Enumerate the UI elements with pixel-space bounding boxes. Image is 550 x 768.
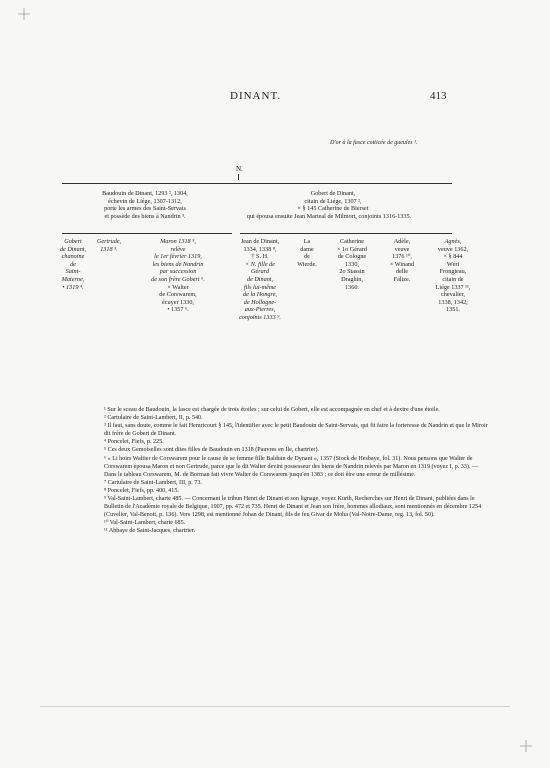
child-line: Adèle, [393, 238, 411, 245]
child-line: × Walter [167, 283, 189, 291]
child-line: conjoints 1333 ⁹. [239, 313, 281, 321]
footnote: ³ Il faut, sans doute, comme le fait Hemricourt § 145, l'identifier avec le petit Baudouin de Saint-Servais, qui fit faire la forteresse de Nandrin et que le Miroir dit frère de Gobert de Dinant. [104, 423, 488, 438]
child-line: de Dinant, [59, 245, 87, 253]
child-line: • 1319 ⁴. [62, 283, 84, 291]
gen2-left-bar [62, 233, 232, 234]
child-line: 1338, 1342, [438, 298, 468, 306]
child-line: 1334, 1338 ⁸, [243, 245, 277, 253]
footnote: ¹¹ Abbaye de Saint-Jacques, chartrier. [104, 528, 195, 535]
child-line: de la Hongre, [243, 291, 277, 299]
child-line: Maron 1318 ⁵, [160, 238, 196, 245]
child-gobert [56, 238, 90, 291]
child-line: de Corswarem, [159, 291, 197, 299]
child-line: Liége 1337 ¹¹, [435, 283, 471, 291]
child-line: Jean de Dinant, [240, 238, 280, 245]
gen2-right-bar [240, 233, 452, 234]
child-maron [130, 238, 226, 314]
gen1-baudouin [70, 190, 220, 220]
page-edge-line [40, 706, 510, 707]
child-line: 1330, [345, 260, 359, 268]
child-line: Wéri [446, 260, 460, 268]
child-line: † S. H. [251, 253, 269, 261]
child-line: La [303, 238, 311, 245]
child-line: Gobert [64, 238, 82, 245]
child-line: veuve [394, 245, 410, 253]
child-line: chanoine [61, 253, 85, 261]
child-line: × Winand [389, 260, 415, 268]
child-line: de Dinant, [246, 275, 274, 283]
gen1-left-line: et possède des biens à Nandrin ³. [104, 212, 186, 220]
child-line: 1351. [446, 306, 460, 314]
crop-mark-icon [520, 740, 532, 752]
child-line: citain de [442, 275, 464, 283]
child-line: de [70, 260, 76, 268]
child-jean [230, 238, 290, 322]
gen1-left-line: porte les armes des Saint-Servais [104, 205, 186, 213]
blazon-text: D'or à la fasce cotticée de gueules ¹. [330, 140, 418, 146]
child-line: dame [300, 245, 314, 253]
child-adele [382, 238, 422, 284]
child-line: le 1er février 1319, [154, 253, 202, 261]
footnote: ⁵ Ces deux Gemoiselles sont dites filles de Baudouin en 1318 (Pauvres en Ile, chartrier). [104, 447, 320, 454]
gen1-left-line: Baudouin de Dinant, 1293 ², 1304, [102, 190, 188, 197]
child-line: relève [170, 245, 186, 253]
child-agnes [426, 238, 480, 314]
gen1-right-line: qui épousa ensuite Jean Marteal de Milmort, conjoints 1316-1335. [246, 212, 412, 220]
child-line: Materne, [61, 275, 85, 283]
child-gertrude [92, 238, 126, 253]
child-dame-wierde [292, 238, 322, 268]
gen1-left-line: échevin de Liége, 1307-1312, [108, 197, 182, 205]
child-line: • 1357 ⁶. [167, 306, 189, 314]
child-line: chevalier, [441, 291, 465, 299]
child-line: 2o Stassin [339, 268, 365, 276]
child-line: par succession [159, 268, 197, 276]
child-line: × N. fille de [245, 260, 275, 268]
footnote: ¹⁰ Val-Saint-Lambert, charte 685. [104, 520, 186, 527]
gen1-gobert [228, 190, 438, 220]
footnote: ² Cartulaire de Saint-Lambert, II, p. 540. [104, 415, 203, 422]
child-line: écuyer 1330, [162, 298, 194, 306]
gen1-right-line: citain de Liége, 1307 ², [304, 197, 362, 205]
footnote: ⁷ Cartulaire de Saint-Lambert, III, p. 73. [104, 479, 202, 486]
footnote: ⁹ Val-Saint-Lambert, charte 485. — Concernant le tribun Henri de Dinant et son lignage, voyez Kurth, Recherches sur Henri de Dinant, publiées dans le Bulletin de l'Académie royale de Belgique, 1907, pp. 472 et 735. Henri de Dinant et Jean son frère, hommes allodiaux, sont mentionnés en décembre 1254 (Cuvelier, Val-Benoit, p. 136). Vers 1298, est mentionné Johan de Dinant, fils de feu Givar de Moha (Val-Notre-Dame, reg. 13, fol. 50). [104, 496, 482, 519]
child-line: veuve 1362, [437, 245, 469, 253]
child-line: fils lui-même [243, 283, 277, 291]
footnote: ¹ Sur le sceau de Baudouin, la fasce est chargée de trois étoiles ; sur celui de Gobert, elle est accompagnée en chef et à dextre d'une étoile. [104, 407, 440, 413]
crop-mark-icon [18, 8, 30, 20]
child-line: Gertrude, [96, 238, 122, 245]
footnote: ⁴ Poncelet, Fiefs, p. 225. [104, 439, 164, 446]
child-line: de Cologne [337, 253, 367, 261]
gen1-right-line: Gobert de Dinant, [310, 190, 356, 197]
footnote: ⁸ Poncelet, Fiefs, pp. 400, 415. [104, 487, 179, 494]
child-line: de Hollogne- [243, 298, 277, 306]
child-line: Frongteau, [439, 268, 467, 276]
child-line: Falize. [393, 275, 411, 283]
gen1-bar [62, 183, 452, 184]
footnote: ⁶ « Li hoirs Waltier de Corswarem pour le cause de se femme fille Balduin de Dynant », 1357 (Stock de Hesbaye, fol. 31). Nous pensons que Walter de Corswarem épousa Maron et non Gertrude, parce que le dit Walter devint possesseur des biens de Nandrin relevés par Maron en 1319 (voyez I, p. 33). — Dans le tableau Corswarem, M. de Borman fait vivre Walter de Corswarem jusqu'en 1383 ; ce doit être une erreur de millésime. [104, 455, 479, 478]
child-line: Catherine [339, 238, 365, 245]
child-line: 1318 ⁵. [100, 245, 118, 253]
child-line: de [304, 253, 310, 261]
child-line: 1376 ¹⁰, [392, 253, 412, 261]
child-line: × § 844 [443, 253, 463, 261]
running-title: DINANT. [230, 90, 282, 102]
child-line: aux-Pierres, [244, 306, 276, 314]
child-line: 1360. [345, 283, 359, 291]
child-line: Agnès, [444, 238, 462, 245]
root-descent-line [238, 174, 239, 180]
child-line: Saint- [65, 268, 81, 276]
footnotes [104, 406, 489, 536]
gen1-right-line: × § 145 Catherine de Bierset [297, 205, 369, 213]
child-line: Draghin, [341, 275, 363, 283]
root-ancestor: N. [236, 165, 243, 173]
child-line: de son frère Gobert ⁶. [151, 275, 205, 283]
child-line: les biens de Nandrin [152, 260, 204, 268]
child-line: × 1o Gérard [337, 245, 367, 253]
child-catherine [326, 238, 378, 291]
page-number: 413 [430, 90, 447, 102]
child-line: Gérard [251, 268, 269, 276]
child-line: delle [395, 268, 409, 276]
child-line: Wierde. [297, 260, 317, 268]
